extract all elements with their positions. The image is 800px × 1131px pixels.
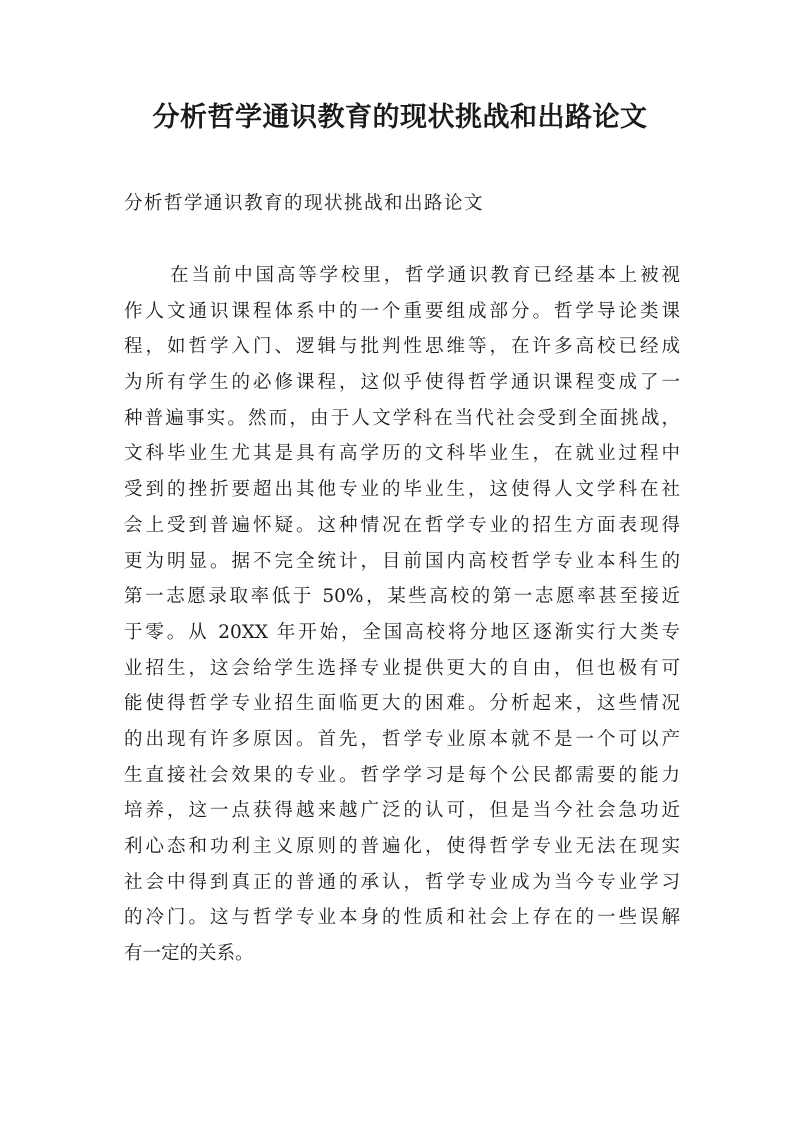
body-line: 利心态和功利主义原则的普遍化，使得哲学专业无法在现实 (124, 836, 680, 857)
body-line: 在当前中国高等学校里，哲学通识教育已经基本上被视 (170, 265, 680, 286)
body-line: 作人文通识课程体系中的一个重要组成部分。哲学导论类课 (124, 300, 680, 322)
body-line: 种普遍事实。然而，由于人文学科在当代社会受到全面挑战， (124, 407, 680, 429)
body-line: 社会中得到真正的普通的承认，哲学专业成为当今专业学习 (124, 871, 680, 893)
body-line: 于零。从 20XX 年开始，全国高校将分地区逐渐实行大类专 (124, 621, 680, 643)
body-line: 为所有学生的必修课程，这似乎使得哲学通识课程变成了一 (124, 372, 680, 394)
body-line: 能使得哲学专业招生面临更大的困难。分析起来，这些情况 (124, 693, 680, 715)
body-line: 的出现有许多原因。首先，哲学专业原本就不是一个可以产 (124, 728, 680, 750)
body-line: 的冷门。这与哲学专业本身的性质和社会上存在的一些误解 (124, 907, 680, 929)
body-line: 有一定的关系。 (124, 943, 254, 965)
body-line: 程，如哲学入门、逻辑与批判性思维等，在许多高校已经成 (124, 336, 680, 358)
body-line: 会上受到普遍怀疑。这种情况在哲学专业的招生方面表现得 (124, 514, 680, 536)
body-line: 受到的挫折要超出其他专业的毕业生，这使得人文学科在社 (124, 479, 680, 501)
document-subtitle: 分析哲学通识教育的现状挑战和出路论文 (124, 193, 485, 214)
body-line: 第一志愿录取率低于 50%，某些高校的第一志愿率甚至接近 (124, 586, 680, 608)
body-line: 生直接社会效果的专业。哲学学习是每个公民都需要的能力 (124, 764, 680, 786)
body-line: 培养，这一点获得越来越广泛的认可，但是当今社会急功近 (124, 800, 680, 822)
body-line: 文科毕业生尤其是具有高学历的文科毕业生，在就业过程中 (124, 443, 680, 465)
body-line: 更为明显。据不完全统计，目前国内高校哲学专业本科生的 (124, 550, 680, 572)
body-paragraph (124, 258, 680, 972)
document-title: 分析哲学通识教育的现状挑战和出路论文 (152, 102, 648, 133)
body-line: 业招生，这会给学生选择专业提供更大的自由，但也极有可 (124, 657, 680, 679)
